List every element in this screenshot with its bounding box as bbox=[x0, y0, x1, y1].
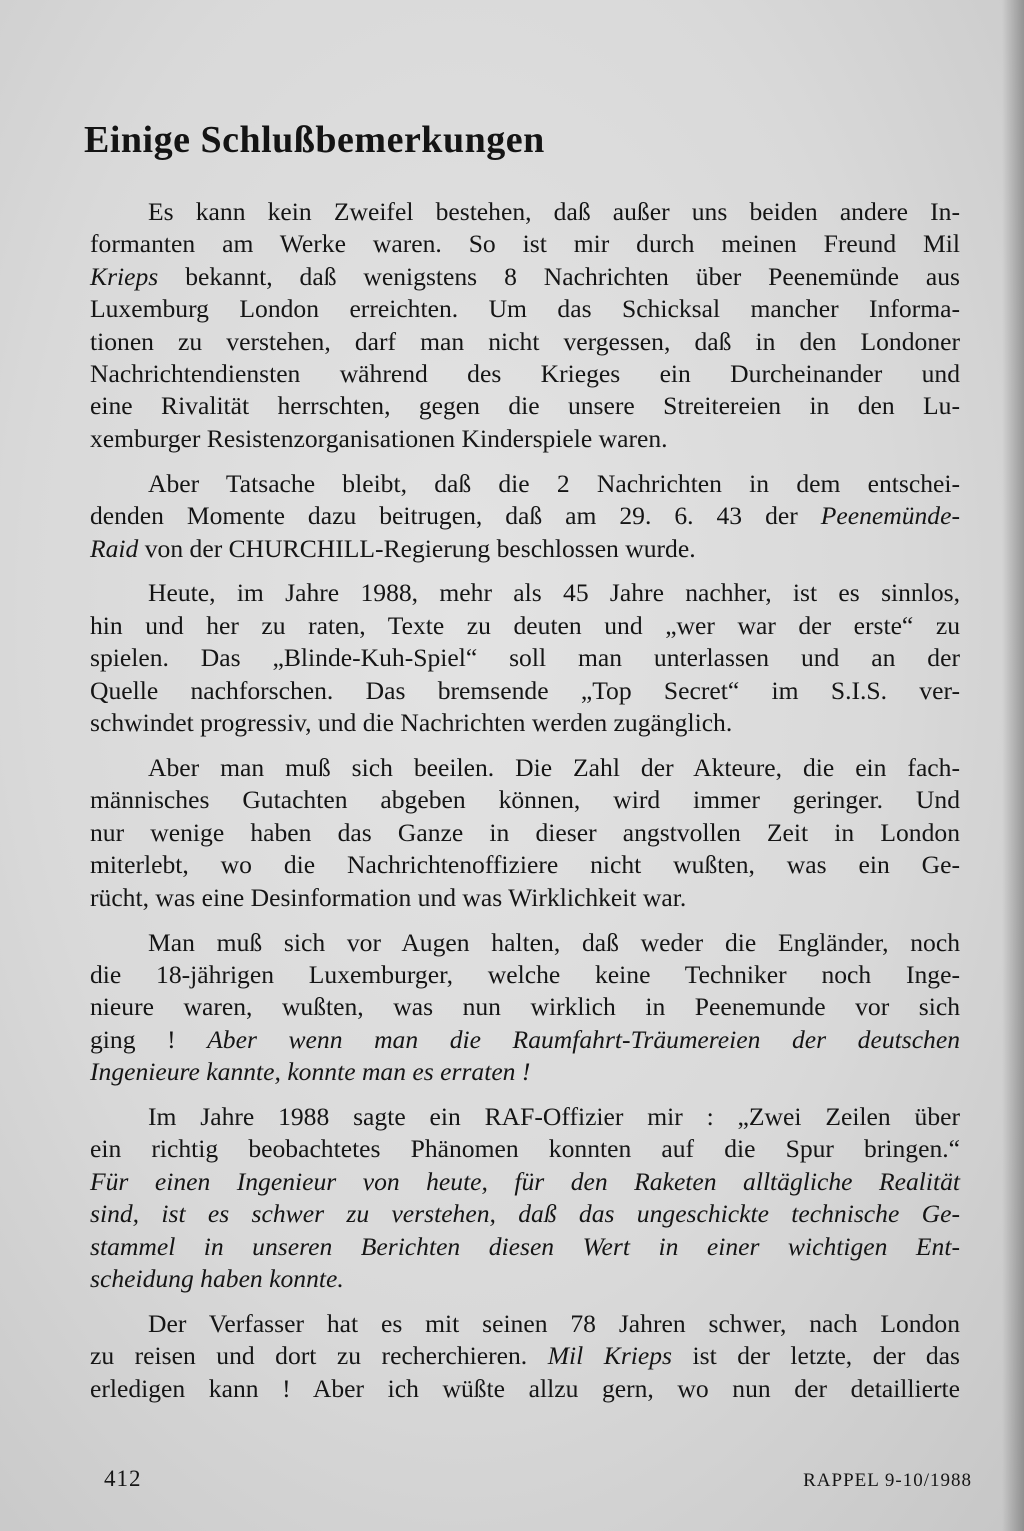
text-line bbox=[90, 1373, 960, 1405]
text-line bbox=[90, 500, 960, 532]
text-line bbox=[90, 577, 960, 609]
text-run: von der CHURCHILL-Regierung beschlossen wurde. bbox=[138, 533, 696, 563]
paragraph bbox=[90, 752, 960, 914]
text-line bbox=[90, 1166, 960, 1198]
text-run: männisches Gutachten abgeben können, wird immer geringer. Und bbox=[90, 785, 960, 815]
text-line bbox=[90, 1340, 960, 1372]
text-line bbox=[90, 196, 960, 228]
text-run: die 18-jährigen Luxemburger, welche keine Techniker noch Inge- bbox=[90, 959, 960, 989]
text-run: ging ! bbox=[90, 1024, 208, 1054]
text-line bbox=[90, 533, 960, 565]
text-run: Heute, im Jahre 1988, mehr als 45 Jahre nachher, ist es sinnlos, bbox=[148, 578, 960, 608]
text-run: tionen zu verstehen, darf man nicht vergessen, daß in den Londoner bbox=[90, 326, 960, 356]
text-run: nieure waren, wußten, was nun wirklich in Peenemunde vor sich bbox=[90, 992, 960, 1022]
text-run: Quelle nachforschen. Das bremsende „Top Secret“ im S.I.S. ver- bbox=[90, 675, 960, 705]
text-line bbox=[90, 817, 960, 849]
text-run: ist der letzte, der das bbox=[672, 1341, 961, 1371]
text-line bbox=[90, 610, 960, 642]
text-run: Man muß sich vor Augen halten, daß weder die Engländer, noch bbox=[148, 927, 960, 957]
paragraph bbox=[90, 577, 960, 739]
text-run: bekannt, daß wenigstens 8 Nachrichten über Peenemünde aus bbox=[158, 261, 960, 291]
text-run: formanten am Werke waren. So ist mir durch meinen Freund Mil bbox=[90, 229, 960, 259]
text-line bbox=[90, 390, 960, 422]
paragraph bbox=[90, 196, 960, 455]
text-line bbox=[90, 1231, 960, 1263]
italic-text: stammel in unseren Berichten diesen Wert in einer wichtigen Ent- bbox=[90, 1231, 960, 1261]
paragraph bbox=[90, 1101, 960, 1295]
text-line bbox=[90, 849, 960, 881]
text-line bbox=[90, 326, 960, 358]
text-line bbox=[90, 228, 960, 260]
text-line bbox=[90, 293, 960, 325]
text-run: nur wenige haben das Ganze in dieser angstvollen Zeit in London bbox=[90, 817, 960, 847]
text-line bbox=[90, 959, 960, 991]
text-run: Es kann kein Zweifel bestehen, daß außer uns beiden andere In- bbox=[148, 197, 960, 226]
text-line bbox=[90, 358, 960, 390]
text-run: Nachrichtendiensten während des Krieges ein Durcheinander und bbox=[90, 359, 960, 389]
text-run: Der Verfasser hat es mit seinen 78 Jahren schwer, nach London bbox=[148, 1309, 960, 1338]
italic-text: Für einen Ingenieur von heute, für den Raketen alltägliche Realität bbox=[90, 1166, 960, 1196]
text-run: eine Rivalität herrschten, gegen die unsere Streitereien in den Lu- bbox=[90, 391, 960, 421]
text-line bbox=[90, 707, 960, 739]
italic-text: Peenemünde- bbox=[820, 501, 960, 531]
text-line bbox=[90, 675, 960, 707]
text-line bbox=[90, 1024, 960, 1056]
text-line bbox=[90, 1133, 960, 1165]
text-run: schwindet progressiv, und die Nachrichten werden zugänglich. bbox=[90, 708, 733, 738]
text-line bbox=[90, 1308, 960, 1340]
italic-text: Ingenieure kannte, konnte man es erraten ! bbox=[90, 1057, 531, 1087]
text-line bbox=[90, 1056, 960, 1088]
text-line bbox=[90, 1263, 960, 1295]
text-line bbox=[90, 423, 960, 455]
paragraph bbox=[90, 468, 960, 565]
text-line bbox=[90, 882, 960, 914]
italic-text: sind, ist es schwer zu verstehen, daß das ungeschickte technische Ge- bbox=[90, 1199, 960, 1229]
text-run: Im Jahre 1988 sagte ein RAF-Offizier mir : „Zwei Zeilen über bbox=[148, 1102, 960, 1132]
text-run: zu reisen und dort zu recherchieren. bbox=[90, 1341, 548, 1371]
italic-text: Aber wenn man die Raumfahrt-Träumereien der deutschen bbox=[207, 1024, 961, 1054]
paragraph bbox=[90, 927, 960, 1089]
text-run: xemburger Resistenzorganisationen Kinderspiele waren. bbox=[90, 423, 668, 453]
paragraph bbox=[90, 1308, 960, 1405]
text-run: miterlebt, wo die Nachrichtenoffiziere nicht wußten, was ein Ge- bbox=[90, 850, 960, 880]
page-title: Einige Schlußbemerkungen bbox=[84, 119, 545, 161]
text-run: rücht, was eine Desinformation und was Wirklichkeit war. bbox=[90, 882, 687, 912]
text-line bbox=[90, 752, 960, 784]
text-line bbox=[90, 468, 960, 500]
text-line bbox=[90, 991, 960, 1023]
text-run: denden Momente dazu beitrugen, daß am 29. 6. 43 der bbox=[90, 501, 821, 531]
journal-reference: RAPPEL 9-10/1988 bbox=[803, 1470, 972, 1491]
article-body bbox=[90, 196, 960, 1418]
text-line bbox=[90, 784, 960, 816]
text-run: Aber Tatsache bleibt, daß die 2 Nachrichten in dem entschei- bbox=[148, 468, 960, 498]
text-run: ein richtig beobachtetes Phänomen konnten auf die Spur bringen.“ bbox=[90, 1134, 960, 1164]
text-run: Aber man muß sich beeilen. Die Zahl der Akteure, die ein fach- bbox=[148, 753, 960, 782]
italic-text: Raid bbox=[90, 533, 139, 563]
text-line bbox=[90, 1101, 960, 1133]
text-line bbox=[90, 261, 960, 293]
text-run: hin und her zu raten, Texte zu deuten und „wer war der erste“ zu bbox=[90, 610, 960, 640]
text-line bbox=[90, 642, 960, 674]
page-number: 412 bbox=[104, 1466, 142, 1491]
italic-text: scheidung haben konnte. bbox=[90, 1264, 344, 1294]
italic-text: Krieps bbox=[90, 261, 159, 291]
text-line bbox=[90, 1198, 960, 1230]
text-run: erledigen kann ! Aber ich wüßte allzu gern, wo nun der detaillierte bbox=[90, 1373, 960, 1403]
text-line bbox=[90, 927, 960, 959]
text-run: Luxemburg London erreichten. Um das Schicksal mancher Informa- bbox=[90, 294, 960, 324]
italic-text: Mil Krieps bbox=[547, 1341, 673, 1371]
text-run: spielen. Das „Blinde-Kuh-Spiel“ soll man unterlassen und an der bbox=[90, 643, 960, 673]
